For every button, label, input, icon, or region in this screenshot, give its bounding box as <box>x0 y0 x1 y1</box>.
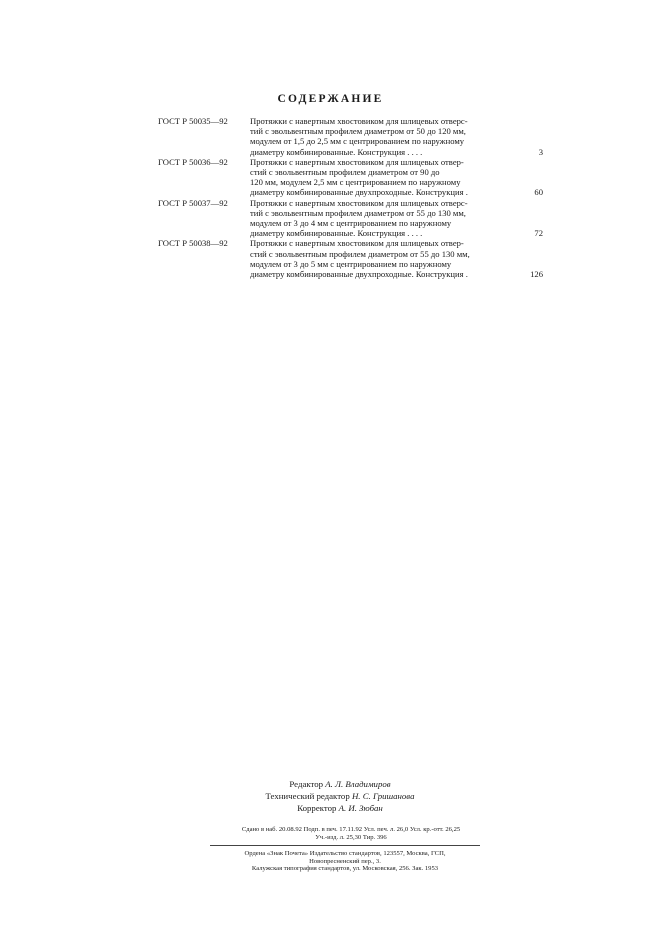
toc-description <box>250 116 520 157</box>
toc-description <box>250 157 520 198</box>
publisher-line: Новопресненский пер., 3. <box>309 857 381 865</box>
toc-standard-code: ГОСТ Р 50037—92 <box>158 197 228 208</box>
toc-entry <box>158 116 543 157</box>
toc-description-line: Протяжки с навертным хвостовиком для шлицевых отверс- <box>250 116 468 126</box>
corrector-line <box>230 802 450 814</box>
corrector-name: А. И. Зюбан <box>338 803 383 813</box>
toc-description-line: Протяжки с навертным хвостовиком для шлицевых отверс- <box>250 197 468 208</box>
corrector-role: Корректор <box>297 803 337 813</box>
toc-entry <box>158 198 543 239</box>
toc-page-number: 126 <box>530 269 543 280</box>
toc-description <box>250 198 520 239</box>
toc-description-line: модулем от 3 до 5 мм с центрированием по наружному <box>250 258 452 269</box>
tech-editor-role: Технический редактор <box>265 791 350 801</box>
toc-description-line: модулем от 1,5 до 2,5 мм с центрированием по наружному <box>250 136 465 147</box>
credits-block <box>230 778 450 814</box>
imprint-row: Уч.-изд. л. 25,30 Тир. 396 <box>315 834 387 841</box>
toc-standard-code: ГОСТ Р 50035—92 <box>158 116 228 126</box>
publisher-block <box>190 850 500 873</box>
tech-editor-line <box>230 790 450 802</box>
toc-description-line: диаметру комбинированные. Конструкция . . . . <box>250 146 423 157</box>
table-of-contents <box>158 116 543 279</box>
publisher-line: Калужская типография стандартов, ул. Московская, 256. Зак. 1953 <box>251 865 439 873</box>
toc-description-line: диаметру комбинированные двухпроходные. Конструкция . <box>250 187 468 198</box>
toc-page-number: 72 <box>534 228 543 239</box>
divider <box>210 845 480 846</box>
toc-description-line: Протяжки с навертным хвостовиком для шлицевых отвер- <box>250 238 464 249</box>
toc-description-line: диаметру комбинированные двухпроходные. Конструкция . <box>250 269 468 280</box>
imprint-block <box>165 826 537 842</box>
toc-standard-code: ГОСТ Р 50038—92 <box>158 238 228 249</box>
toc-description-line: стий с эвольвентным профилем диаметром от 90 до <box>250 167 440 178</box>
tech-editor-name: Н. С. Гришанова <box>351 791 415 801</box>
editor-name: А. Л. Владимиров <box>325 779 391 789</box>
imprint-row: Сдано в наб. 20.08.92 Подп. в печ. 17.11.92 Усл. печ. л. 26,0 Усл. кр.-отт. 26,25 <box>241 826 461 833</box>
toc-description-line: Протяжки с навертным хвостовиком для шлицевых отвер- <box>250 156 464 167</box>
toc-description-line: тий с эвольвентным профилем диаметром от 55 до 130 мм, <box>250 207 466 218</box>
toc-description-line: стий с эвольвентным профилем диаметром от 55 до 130 мм, <box>250 248 470 259</box>
page-title: СОДЕРЖАНИЕ <box>277 93 384 105</box>
toc-entry <box>158 238 543 279</box>
toc-page-number: 3 <box>538 146 543 157</box>
toc-description-line: модулем от 3 до 4 мм с центрированием по наружному <box>250 218 452 229</box>
toc-entry <box>158 157 543 198</box>
toc-description-line: 120 мм, модулем 2,5 мм с центрированием по наружному <box>250 177 461 188</box>
toc-page-number: 60 <box>534 187 543 198</box>
toc-description-line: диаметру комбинированные. Конструкция . . . . <box>250 228 423 239</box>
toc-standard-code: ГОСТ Р 50036—92 <box>158 156 228 167</box>
toc-description-line: тий с эвольвентным профилем диаметром от 50 до 120 мм, <box>250 126 466 137</box>
toc-description <box>250 238 520 279</box>
editor-line <box>230 778 450 790</box>
editor-role: Редактор <box>289 779 324 789</box>
publisher-line: Ордена «Знак Почета» Издательство стандартов, 123557, Москва, ГСП, <box>244 850 446 857</box>
